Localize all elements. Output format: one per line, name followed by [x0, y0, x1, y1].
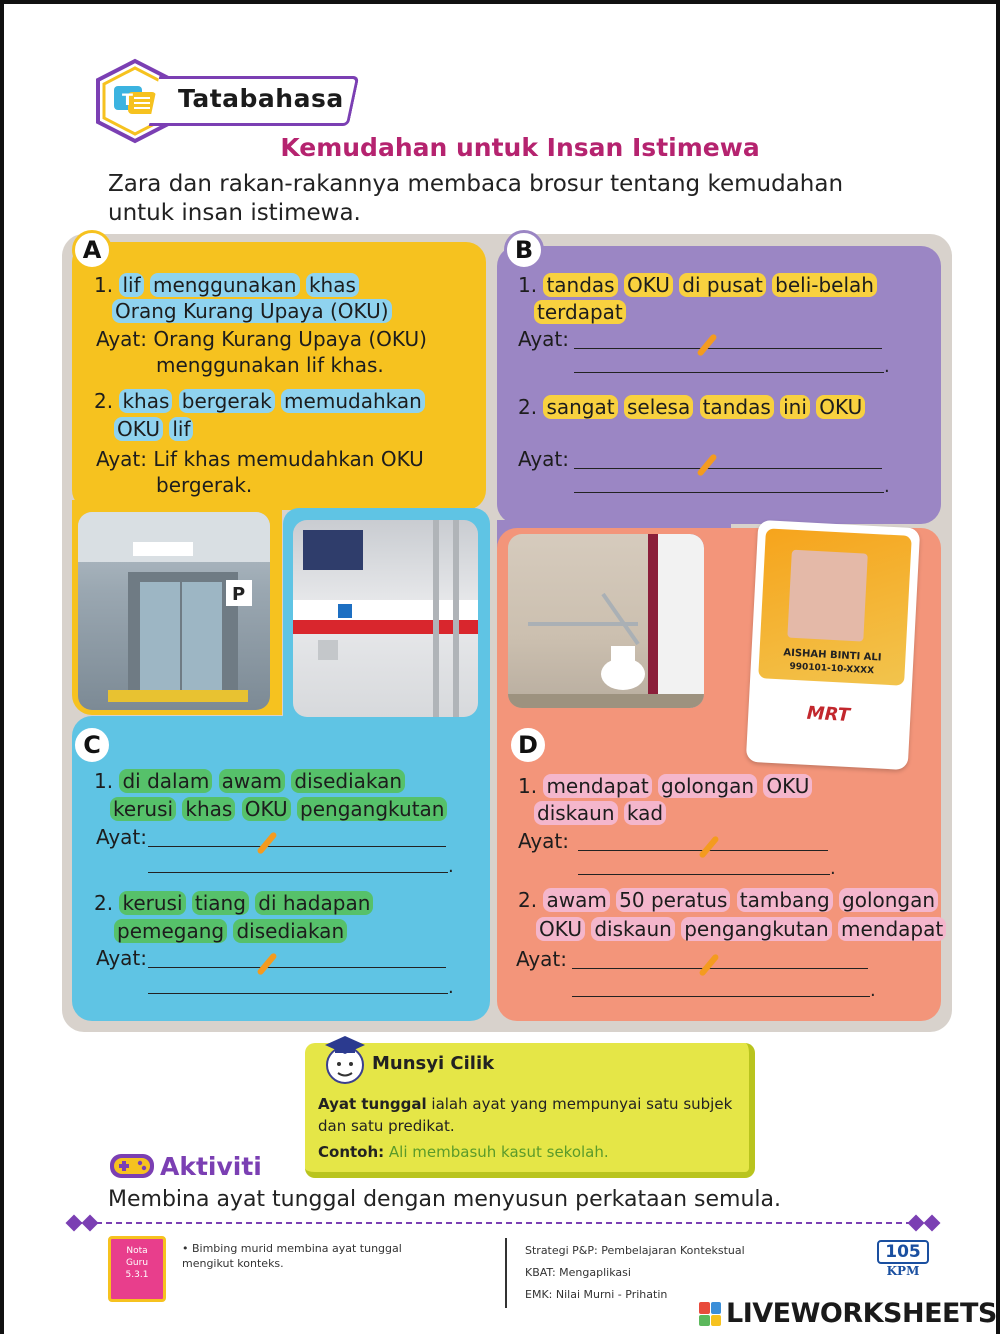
- full-stop: .: [884, 476, 890, 497]
- card-id: 990101-10-XXXX: [789, 661, 875, 677]
- word-chip[interactable]: disediakan: [233, 919, 347, 943]
- word-chip[interactable]: sangat: [543, 395, 617, 419]
- ayat-label: Ayat:: [518, 447, 569, 471]
- word-chip[interactable]: pengangkutan: [681, 917, 831, 941]
- word-chip[interactable]: lif: [169, 417, 193, 441]
- word-chip[interactable]: OKU: [536, 917, 585, 941]
- card-name: AISHAH BINTI ALI: [783, 647, 882, 664]
- munsyi-example: [318, 1143, 609, 1161]
- section-a-q2-ayat-line2: bergerak.: [156, 473, 253, 497]
- panel-c: [72, 716, 490, 1021]
- teacher-note: • Bimbing murid membina ayat tunggal mengikut konteks.: [182, 1242, 402, 1270]
- footer-separator: [505, 1238, 507, 1308]
- word-chip[interactable]: tiang: [192, 891, 249, 915]
- word-chip[interactable]: beli-belah: [772, 273, 877, 297]
- answer-line[interactable]: [578, 874, 830, 875]
- answer-text: Orang Kurang Upaya (OKU): [153, 327, 427, 351]
- answer-line[interactable]: [148, 993, 448, 994]
- question-number: 1.: [94, 273, 114, 297]
- word-chip[interactable]: OKU: [242, 797, 291, 821]
- section-a-q1-ayat-line2: menggunakan lif khas.: [156, 353, 384, 377]
- word-chip[interactable]: di hadapan: [255, 891, 373, 915]
- word-chip[interactable]: diskaun: [534, 801, 618, 825]
- question-number: 2.: [518, 888, 538, 912]
- question-number: 1.: [518, 273, 538, 297]
- section-d-q1: [518, 773, 812, 800]
- question-number: 2.: [94, 389, 114, 413]
- answer-line[interactable]: [574, 492, 884, 493]
- section-b-q1-line2: [534, 299, 626, 326]
- photo-lift: [78, 512, 270, 710]
- section-a-q2: [94, 388, 425, 415]
- word-chip[interactable]: golongan: [839, 888, 938, 912]
- section-d-q1-line2: [534, 800, 666, 827]
- word-chip[interactable]: khas: [182, 797, 235, 821]
- question-number: 2.: [518, 395, 538, 419]
- answer-line[interactable]: [572, 968, 868, 969]
- section-a-q1-ayat: [96, 326, 427, 353]
- section-label-c: C: [72, 725, 112, 765]
- ayat-label: Ayat:: [96, 946, 147, 970]
- answer-line[interactable]: [572, 996, 870, 997]
- nota-guru-badge: [108, 1236, 166, 1302]
- page-title: Kemudahan untuk Insan Istimewa: [280, 133, 760, 162]
- ayat-label: Ayat:: [516, 947, 567, 971]
- section-badge: [92, 58, 362, 144]
- word-chip[interactable]: selesa: [624, 395, 693, 419]
- word-chip[interactable]: kerusi: [119, 891, 185, 915]
- full-stop: .: [870, 980, 876, 1001]
- watermark[interactable]: LIVEWORKSHEETS: [726, 1298, 997, 1329]
- question-number: 2.: [94, 891, 114, 915]
- answer-line[interactable]: [574, 468, 882, 469]
- badge-letter: T: [122, 90, 133, 109]
- kbat-text: KBAT: Mengaplikasi: [525, 1266, 631, 1279]
- section-d-q2: [518, 887, 938, 914]
- oku-card: [746, 520, 920, 770]
- section-b-q1: [518, 272, 877, 299]
- word-chip[interactable]: pengangkutan: [297, 797, 447, 821]
- word-chip[interactable]: OKU: [763, 774, 812, 798]
- section-c-q1: [94, 768, 405, 795]
- ayat-label: Ayat:: [518, 829, 569, 853]
- strategy-text: Strategi P&P: Pembelajaran Kontekstual: [525, 1244, 745, 1257]
- strategy-info: [525, 1240, 745, 1306]
- card-photo: [787, 550, 868, 642]
- word-chip[interactable]: OKU: [816, 395, 865, 419]
- section-d-q2-line2: [536, 916, 946, 943]
- section-c-q1-line2: [110, 796, 447, 823]
- word-chip[interactable]: golongan: [658, 774, 757, 798]
- word-chip[interactable]: mendapat: [838, 917, 946, 941]
- ayat-label: Ayat:: [96, 825, 147, 849]
- word-chip[interactable]: mendapat: [543, 774, 651, 798]
- photo-train-seat: [293, 520, 478, 717]
- munsyi-title: Munsyi Cilik: [372, 1053, 495, 1074]
- word-chip[interactable]: khas: [306, 273, 359, 297]
- word-chip[interactable]: memudahkan: [281, 389, 425, 413]
- section-c-q2: [94, 890, 373, 917]
- liveworksheets-logo-icon: [699, 1302, 721, 1326]
- section-b-q2: [518, 394, 865, 421]
- section-a-q2-line2: [114, 416, 193, 443]
- word-chip[interactable]: lif: [119, 273, 143, 297]
- word-chip[interactable]: khas: [119, 389, 172, 413]
- emk-text: EMK: Nilai Murni - Prihatin: [525, 1288, 668, 1301]
- gamepad-icon: [108, 1150, 156, 1182]
- example-label: Contoh:: [318, 1143, 385, 1161]
- nota-line: Nota: [126, 1246, 148, 1256]
- word-chip[interactable]: diskaun: [591, 917, 675, 941]
- nota-line: Guru: [125, 1258, 149, 1268]
- section-c-q2-line2: [114, 918, 347, 945]
- intro-text: Zara dan rakan-rakannya membaca brosur tentang kemudahan untuk insan istimewa.: [108, 171, 844, 226]
- term: Ayat tunggal: [318, 1095, 427, 1113]
- divider: [76, 1222, 932, 1224]
- full-stop: .: [448, 856, 454, 877]
- kpm-label: KPM: [886, 1264, 920, 1278]
- question-number: 1.: [518, 774, 538, 798]
- page-number: 105: [877, 1240, 929, 1264]
- munsyi-definition: [318, 1093, 748, 1137]
- word-chip[interactable]: kad: [624, 801, 666, 825]
- word-chip[interactable]: kerusi: [110, 797, 176, 821]
- photo-toilet: [508, 534, 704, 708]
- word-chip[interactable]: awam: [543, 888, 609, 912]
- ayat-label: Ayat:: [96, 447, 147, 471]
- word-chip[interactable]: disediakan: [291, 769, 405, 793]
- word-chip[interactable]: OKU: [114, 417, 163, 441]
- word-chip[interactable]: tambang: [737, 888, 833, 912]
- ayat-label: Ayat:: [96, 327, 147, 351]
- mrt-logo: MRT: [806, 702, 851, 726]
- word-chip[interactable]: terdapat: [534, 300, 626, 324]
- word-chip[interactable]: di pusat: [679, 273, 766, 297]
- word-chip[interactable]: bergerak: [179, 389, 275, 413]
- definition-text: ialah ayat yang mempunyai satu subjek dan satu predikat.: [318, 1095, 733, 1135]
- word-chip[interactable]: pemegang: [114, 919, 227, 943]
- answer-line[interactable]: [148, 846, 446, 847]
- section-a-q1-line2: [112, 298, 392, 325]
- full-stop: .: [884, 356, 890, 377]
- badge-title: Tatabahasa: [178, 84, 344, 113]
- section-a-q2-ayat: [96, 446, 424, 473]
- word-chip[interactable]: awam: [219, 769, 285, 793]
- answer-line[interactable]: [148, 872, 448, 873]
- word-chip[interactable]: tandas: [700, 395, 774, 419]
- word-chip[interactable]: tandas: [543, 273, 617, 297]
- example-text: Ali membasuh kasut sekolah.: [384, 1143, 609, 1161]
- word-chip[interactable]: Orang Kurang Upaya (OKU): [112, 299, 392, 323]
- section-label-d: D: [508, 725, 548, 765]
- page-number-badge: [868, 1240, 938, 1278]
- full-stop: .: [830, 858, 836, 879]
- aktiviti-task: Membina ayat tunggal dengan menyusun perkataan semula.: [108, 1187, 781, 1212]
- section-a-q1: [94, 272, 359, 299]
- ayat-label: Ayat:: [518, 327, 569, 351]
- word-chip[interactable]: ini: [780, 395, 810, 419]
- answer-line[interactable]: [574, 348, 882, 349]
- graduate-icon: [322, 1033, 368, 1085]
- aktiviti-title: Aktiviti: [160, 1152, 262, 1181]
- word-chip[interactable]: menggunakan: [150, 273, 300, 297]
- word-chip[interactable]: 50 peratus: [616, 888, 730, 912]
- section-label-a: A: [72, 230, 112, 270]
- answer-line[interactable]: [574, 372, 884, 373]
- section-label-b: B: [504, 230, 544, 270]
- nota-code: 5.3.1: [125, 1270, 149, 1280]
- svg-text:P: P: [232, 584, 246, 605]
- answer-line[interactable]: [148, 967, 446, 968]
- word-chip[interactable]: OKU: [624, 273, 673, 297]
- answer-text: Lif khas memudahkan OKU: [153, 447, 424, 471]
- question-number: 1.: [94, 769, 114, 793]
- full-stop: .: [448, 977, 454, 998]
- word-chip[interactable]: di dalam: [119, 769, 212, 793]
